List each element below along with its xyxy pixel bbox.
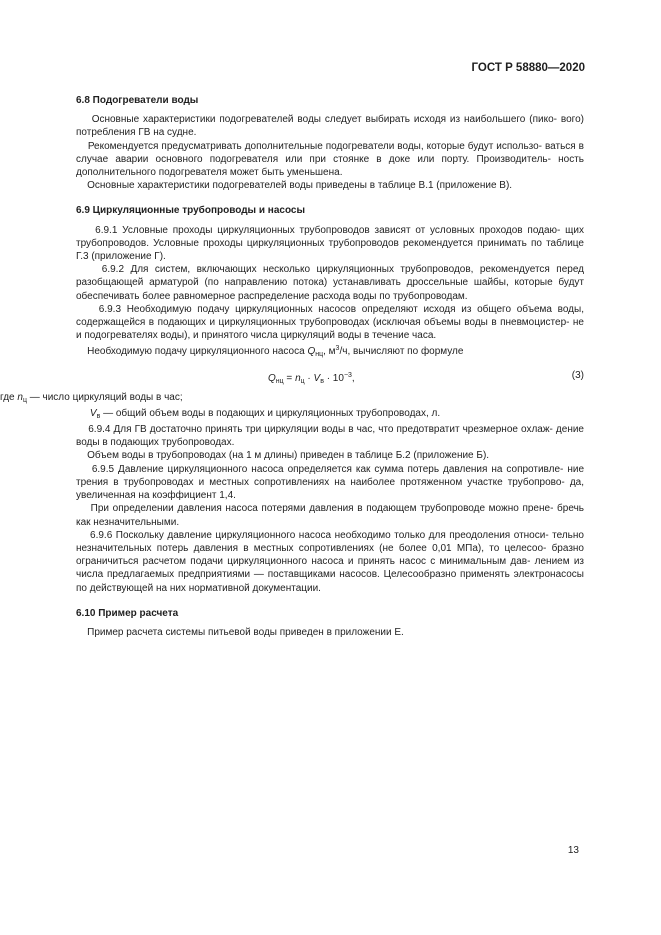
section-title: 6.9 Циркуляционные трубопроводы и насосы <box>76 205 306 217</box>
paragraph: 6.9.2 Для систем, включающих несколько циркуляционных трубопроводов, рекомендуется перед разобщающей арматурой (по направлению потока) устанавливать дроссельные шайбы, которые будут обеспечивать более равномерное распределение расхода воды по трубопроводам. <box>76 264 584 302</box>
paragraph: 6.9.1 Условные проходы циркуляционных трубопроводов зависят от условных проходов подаю- щих трубопроводов. Условные проходы циркуляционных трубопроводов рекомендуется принимать по таблице Г.3 (приложение Г). <box>76 224 584 263</box>
paragraph: 6.9.5 Давление циркуляционного насоса определяется как сумма потерь давления на сопротивле- ние трения в трубопроводах и местных сопротивлениях на наиболее протяженном участке трубопрово- да, увеличенная на коэффициент 1,4. <box>76 463 584 502</box>
formula-3 <box>76 365 584 391</box>
paragraph: Необходимую подачу циркуляционного насоса $Q_{нц}$, $м^3/ч$, вычисляют по формуле <box>87 345 464 359</box>
legend-n: где $n_ц$ — число циркуляций воды в час; <box>0 391 183 404</box>
section-6-9 <box>0 204 584 594</box>
paragraph: 6.9.6 Поскольку давление циркуляционного насоса необходимо только для преодоления относи- тельно незначительных потерь давления в местных сопротивлениях (не более 0,01 МПа), то целесоо- бразно ограничиться расчетом подачи циркуляционного насоса и принять насос с минимальным дав- лением из числа предлагаемых предприятиями — поставщиками насосов. Целесообразно применять электронасосы по действующей на них нормативной документации. <box>76 529 584 594</box>
section-6-10 <box>76 607 584 639</box>
page-content <box>0 94 584 651</box>
section-title: 6.10 Пример расчета <box>76 607 179 619</box>
paragraph: Объем воды в трубопроводах (на 1 м длины) приведен в таблице Б.2 (приложение Б). <box>87 450 490 462</box>
paragraph: Основные характеристики подогревателей воды следует выбирать исходя из наибольшего (пико- вого) потребления ГВ на судне. <box>76 114 584 139</box>
formula-number: (3) <box>571 369 584 381</box>
section-title: 6.8 Подогреватели воды <box>76 95 199 106</box>
paragraph: Рекомендуется предусматривать дополнительные подогреватели воды, которые будут использо- ваться в случае аварии основного подогревателя или при стоянке в доке или порту. Производитель- ность дополнительного подогревателя может быть уменьшена. <box>76 140 584 179</box>
paragraph: 6.9.4 Для ГВ достаточно принять три циркуляции воды в час, что предотвратит чрезмерное охлаж- дение воды в подающих трубопроводах. <box>76 424 584 449</box>
paragraph: При определении давления насоса потерями давления в подающем трубопроводе можно прене- бречь как незначительными. <box>76 503 584 528</box>
paragraph: Основные характеристики подогревателей воды приведены в таблице В.1 (приложение В). <box>87 180 513 192</box>
formula-expression: $Q_{нц} = n_ц \cdot V_в \cdot 10^{-3}$, <box>268 371 355 385</box>
paragraph: Пример расчета системы питьевой воды приведен в приложении Е. <box>87 626 404 638</box>
paragraph: 6.9.3 Необходимую подачу циркуляционных насосов определяют исходя из общего объема воды, содержащейся в подающих и циркуляционных трубопроводах (исключая объемы воды в пневмоцистер- не и подогревателях воды), и принятого числа циркуляций воды в течение часа. <box>76 303 584 342</box>
section-6-8 <box>76 94 584 192</box>
document-id: ГОСТ Р 58880—2020 <box>471 62 585 74</box>
page-number: 13 <box>567 845 579 856</box>
legend-v: $V_в$ — общий объем воды в подающих и циркуляционных трубопроводах, л. <box>89 407 441 420</box>
